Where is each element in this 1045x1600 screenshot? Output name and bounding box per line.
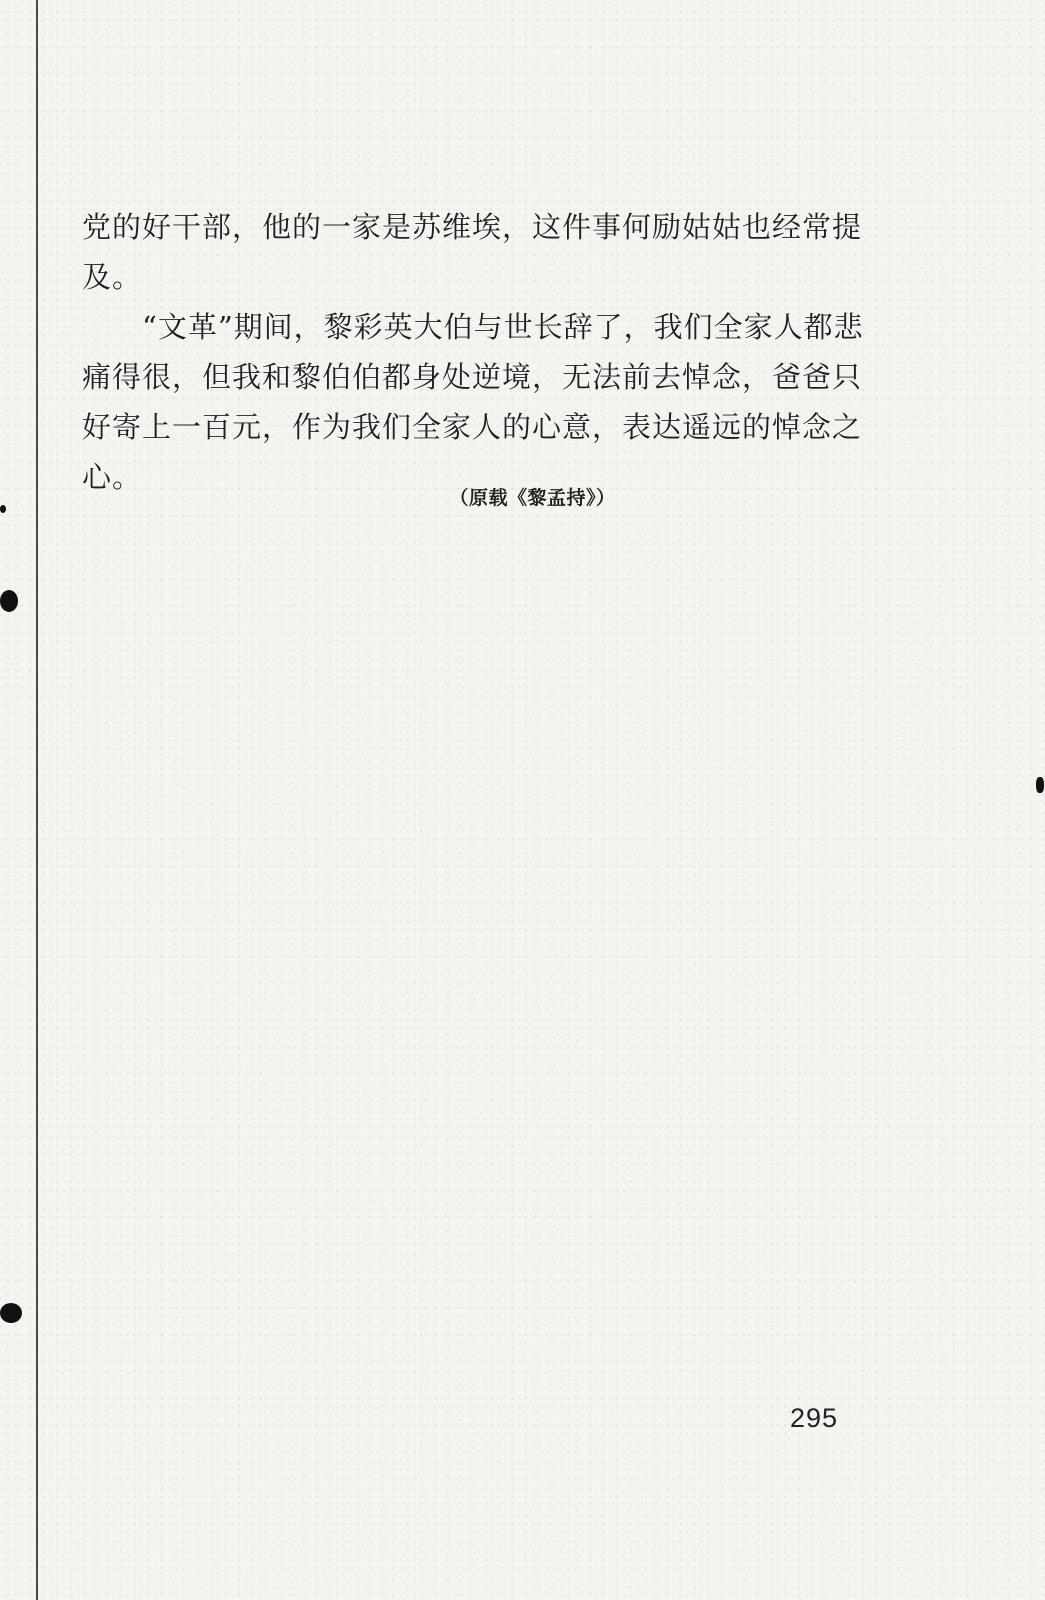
page-number: 295 xyxy=(790,1403,839,1433)
ink-spot xyxy=(1036,777,1044,793)
paragraph: 党的好干部，他的一家是苏维埃，这件事何励姑姑也经常提及。 xyxy=(82,210,863,294)
binding-edge-line xyxy=(36,0,38,1600)
ink-spot xyxy=(0,1303,22,1323)
body-text xyxy=(82,202,882,502)
ink-spot xyxy=(0,590,18,612)
source-citation: （原载《黎孟持》） xyxy=(449,487,616,509)
paragraph: “文革”期间，黎彩英大伯与世长辞了，我们全家人都悲痛得很，但我和黎伯伯都身处逆境，无法前去悼念，爸爸只好寄上一百元，作为我们全家人的心意，表达遥远的悼念之心。 xyxy=(82,310,864,494)
